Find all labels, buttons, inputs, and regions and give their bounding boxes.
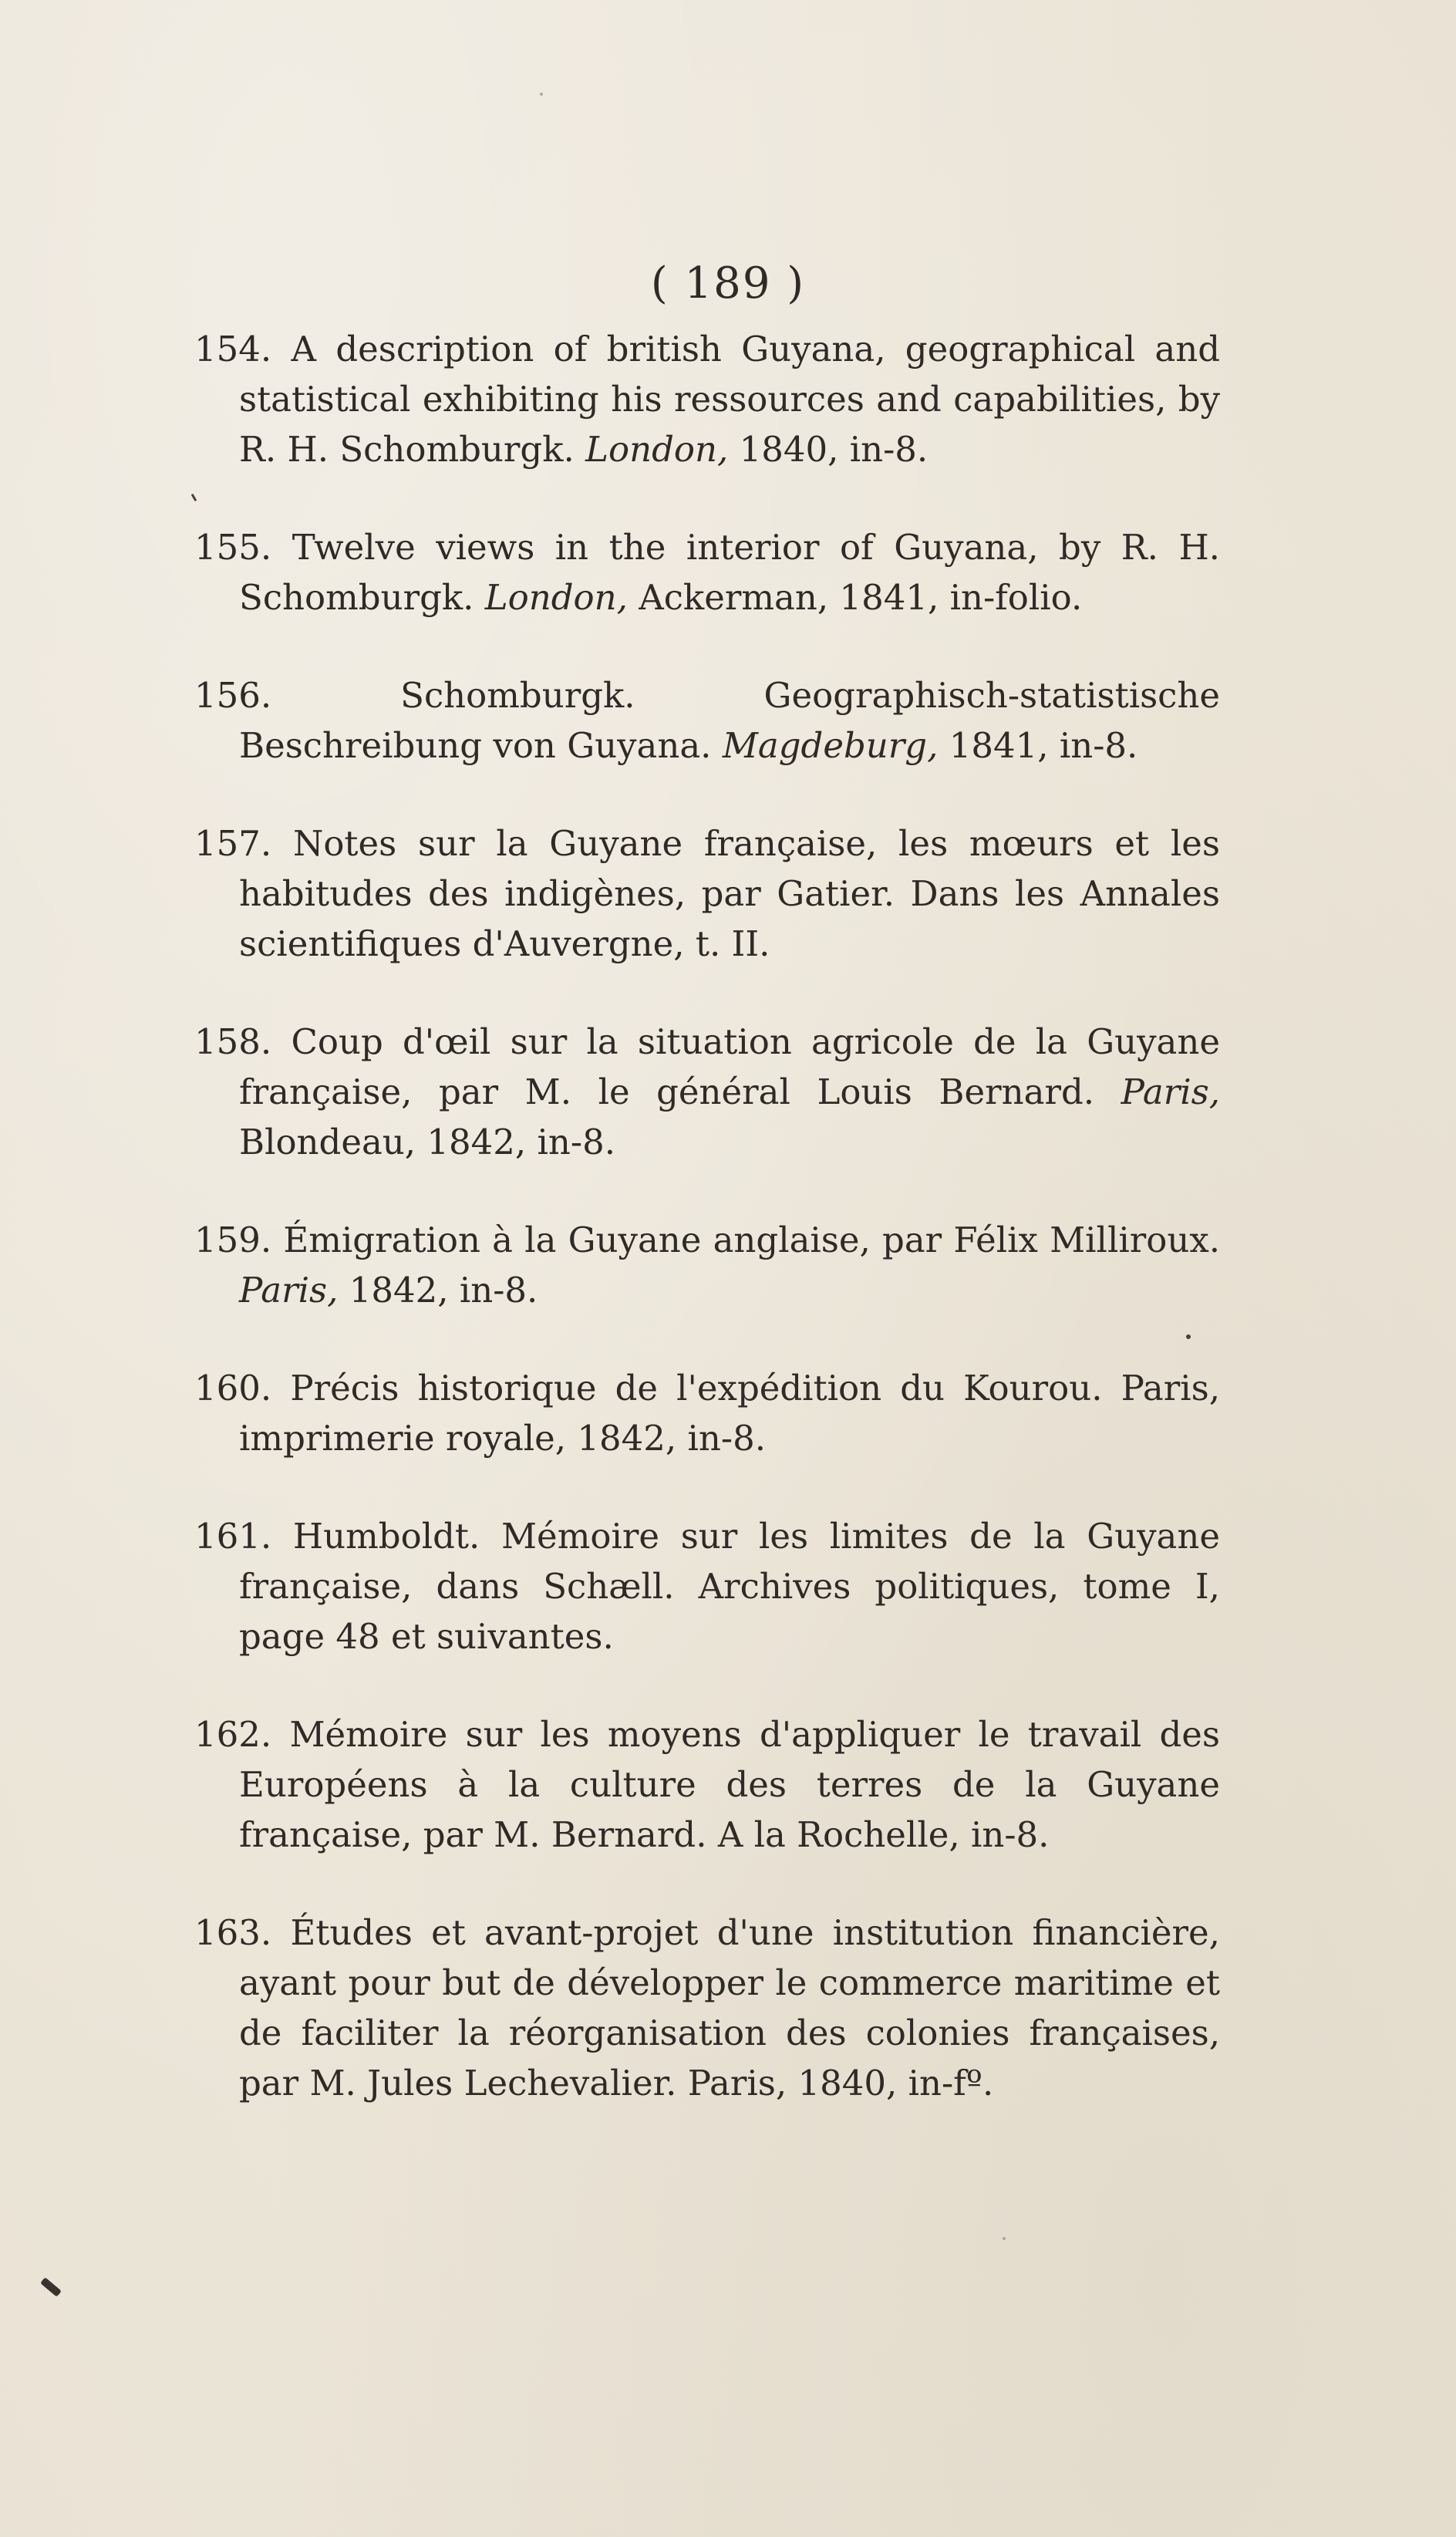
entry-text: Mémoire sur les moyens d'appliquer le travail des Européens à la culture des terres de la Guyane française, par M. Bernard. A la Rochelle, in-8. [239,1714,1220,1855]
entry-text: Précis historique de l'expédition du Kourou. Paris, imprimerie royale, 1842, in-8. [239,1368,1221,1459]
page-number: ( 189 ) [650,258,806,309]
entry-number: 159. [194,1220,272,1260]
bibliography-entry-158 [194,1017,1220,1167]
bibliography-entry-162 [194,1709,1220,1860]
bibliography-list [194,324,1220,2156]
paper-speck [540,93,543,96]
ink-mark [40,2277,62,2297]
entry-number: 155. [194,527,272,568]
paper-speck [1003,2237,1006,2240]
bibliography-entry-155 [194,522,1220,622]
entry-text: Émigration à la Guyane anglaise, par Félix Milliroux. [283,1220,1220,1260]
bibliography-entry-154 [194,324,1220,474]
entry-number: 161. [194,1516,272,1557]
entry-details: Blondeau, 1842, in-8. [239,1122,616,1162]
bibliography-entry-161 [194,1511,1220,1662]
entry-details: 1842, in-8. [349,1270,538,1311]
entry-text: A description of british Guyana, geographical and statistical exhibiting his ressources and capabilities, by R. H. Schomburgk. [239,329,1221,470]
entry-text: Humboldt. Mémoire sur les limites de la Guyane française, dans Schæll. Archives politiques, tome I, page 48 et suivantes. [239,1516,1220,1657]
entry-text: Notes sur la Guyane française, les mœurs et les habitudes des indigènes, par Gatier. Dans les Annales scientifiques d'Auvergne, t. II. [239,823,1221,964]
entry-number: 154. [194,329,272,369]
entry-number: 156. [194,675,272,716]
bibliography-entry-159 [194,1215,1220,1315]
entry-details: 1841, in-8. [949,725,1138,766]
entry-text: Coup d'œil sur la situation agricole de la Guyane française, par M. le général Louis Bernard. [239,1021,1221,1112]
entry-place: Paris, [1121,1071,1221,1112]
entry-text: Twelve views in the interior of Guyana, by R. H. Schomburgk. [239,527,1220,618]
entry-place: Paris, [239,1270,339,1311]
bibliography-entry-156 [194,670,1220,771]
entry-number: 158. [194,1021,272,1062]
entry-details: 1840, in-8. [739,429,929,470]
entry-number: 163. [194,1912,272,1953]
entry-place: London, [484,577,628,618]
entry-number: 162. [194,1714,272,1755]
entry-text: Études et avant-projet d'une institution financière, ayant pour but de développer le commerce maritime et de faciliter la réorganisation des colonies françaises, par M. Jules Lechevalier. Paris, 1840, in-fº. [239,1912,1220,2103]
bibliography-entry-157 [194,818,1220,969]
entry-place: London, [585,429,729,470]
entry-text: Schomburgk. Geographisch-statistische Beschreibung von Guyana. [239,675,1220,766]
entry-number: 160. [194,1368,272,1409]
entry-number: 157. [194,823,272,864]
entry-place: Magdeburg, [722,725,939,766]
paper-speck [1186,1334,1191,1339]
bibliography-entry-163 [194,1908,1220,2108]
bibliography-entry-160 [194,1363,1220,1463]
entry-details: Ackerman, 1841, in-folio. [639,577,1083,618]
